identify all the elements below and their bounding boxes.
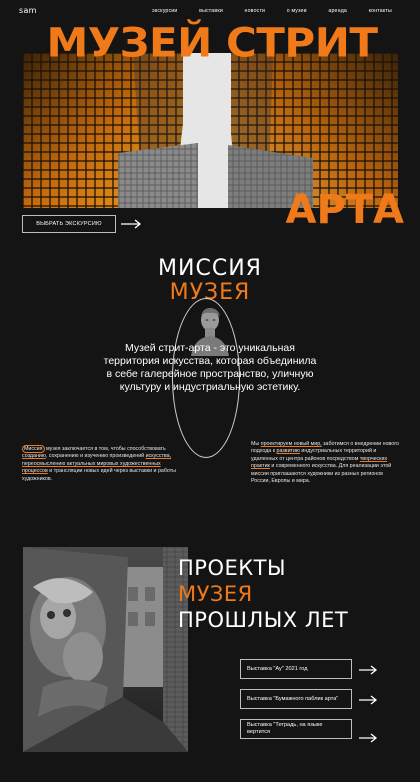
arrow-right-icon[interactable] — [358, 665, 378, 675]
text-fragment: индустриальных территорий и удаленных от центра районов посредством — [251, 448, 377, 462]
text-fragment: и трансляции новых идей через выставки и работы художников. — [22, 468, 176, 482]
arrow-right-icon[interactable] — [120, 219, 142, 229]
choose-tour-button[interactable]: ВЫБРАТЬ ЭКСКУРСИЮ — [22, 215, 116, 233]
street-art-photo — [23, 547, 188, 752]
hero-title-line1: МУЗЕЙ СТРИТ — [46, 19, 378, 66]
arrow-right-icon[interactable] — [358, 733, 378, 743]
arrow-right-icon[interactable] — [358, 695, 378, 705]
exhibition-button-ay-2021[interactable]: Выставка "Ау" 2021 год — [240, 659, 352, 679]
underlined-word: проектируем новый мир, — [260, 441, 322, 447]
underlined-word: развитию — [276, 448, 300, 455]
nav-item-excursions[interactable]: экскурсии — [152, 8, 178, 14]
site-logo[interactable]: sam — [19, 6, 37, 15]
projects-title-line2: МУЗЕЯ — [178, 582, 253, 606]
text-fragment: Мы — [251, 441, 261, 447]
text-fragment: музея заключается в том, чтобы способствовать — [44, 446, 166, 452]
text-fragment: и современного искусства. Для реализации этой миссии приглашаются художники из разных регионов России, Европы и мира. — [251, 463, 392, 485]
highlight-word: Миссия — [24, 446, 43, 452]
mission-text-right — [251, 441, 401, 485]
mission-title-accent: МУЗЕЯ — [169, 280, 251, 305]
projects-title-line1: ПРОЕКТЫ — [178, 556, 287, 580]
main-nav — [152, 8, 392, 14]
projects-title-line3: ПРОШЛЫХ ЛЕТ — [178, 608, 349, 632]
hero-skyscraper-photo — [23, 53, 398, 208]
nav-item-contacts[interactable]: контакты — [368, 8, 392, 14]
underlined-word: искусства, — [145, 453, 172, 460]
underlined-word: процессов — [22, 468, 48, 475]
text-fragment: , сохранению и изучению произведений — [45, 453, 146, 460]
nav-item-about[interactable]: о музеи — [286, 8, 307, 14]
mission-lead-text: Музей стрит-арта - это уникальная территория искусства, которая объединила в себе галерейное пространство, уличную культуру и индустриальную эстетику. — [103, 342, 317, 393]
text-fragment: заботимся о внедрении нового подхода к — [251, 441, 399, 455]
underlined-word: созданию — [22, 453, 46, 460]
nav-item-exhibitions[interactable]: выставки — [199, 8, 223, 14]
mission-title: МИССИЯ — [158, 256, 262, 281]
nav-item-rent[interactable]: аренда — [328, 8, 348, 14]
exhibition-button-paper-public-art[interactable]: Выставка "Бумажного паблик арта" — [240, 689, 352, 709]
mission-text-left — [22, 446, 182, 483]
underlined-word: творческих практик — [251, 455, 388, 470]
underlined-word: переосмыслению актуальных мировых художественных — [22, 460, 161, 467]
hero-title-line2: АРТА — [285, 187, 404, 233]
exhibition-button-notebook[interactable]: Выставка "Тетрадь, на языке вертится — [240, 719, 352, 739]
nav-item-news[interactable]: новости — [244, 8, 266, 14]
